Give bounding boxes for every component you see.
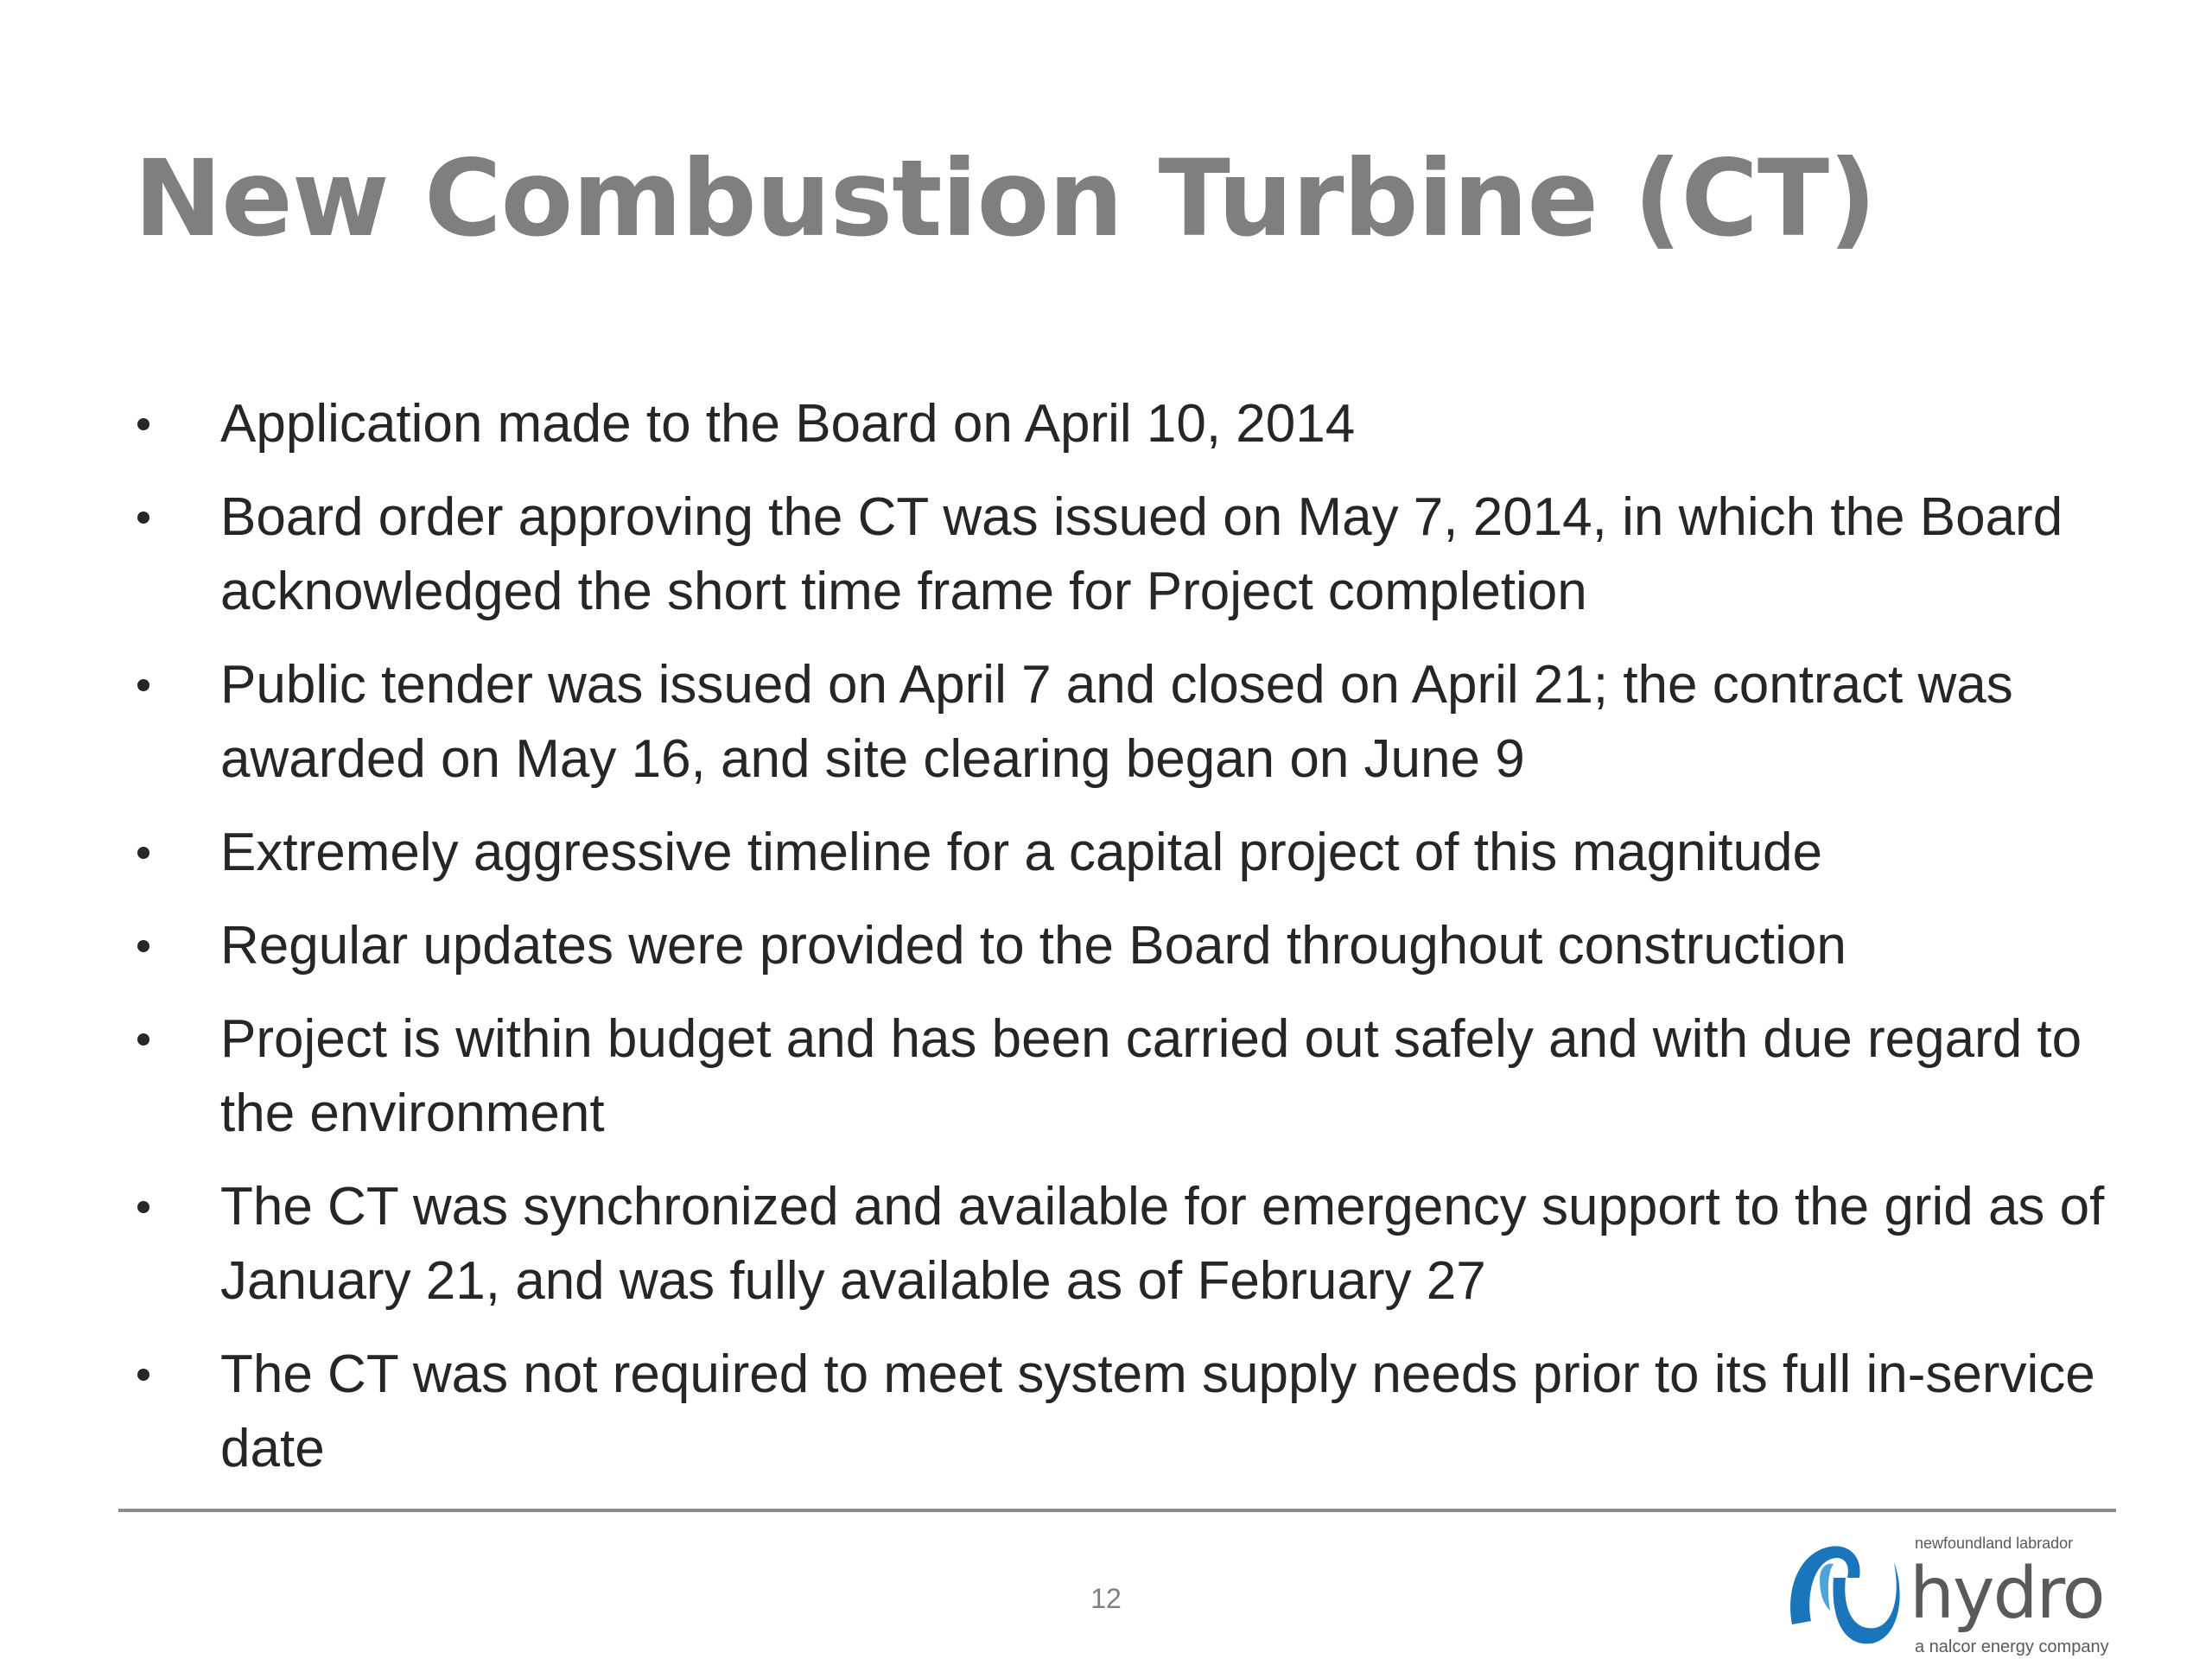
bullet-item [134, 387, 2121, 461]
bullet-dot-icon [137, 512, 149, 524]
bullet-list [134, 387, 2121, 1505]
bullet-text: The CT was synchronized and available for emergency support to the grid as of January 21, and was fully available as of February 27 [220, 1177, 2105, 1311]
slide-title: New Combustion Turbine (CT) [134, 137, 1876, 260]
footer-divider [118, 1509, 2116, 1512]
bullet-text: Extremely aggressive timeline for a capital project of this magnitude [220, 823, 1822, 882]
bullet-text: The CT was not required to meet system supply needs prior to its full in-service date [220, 1344, 2095, 1478]
bullet-dot-icon [137, 1201, 149, 1213]
bullet-item [134, 816, 2121, 890]
logo-top-text: newfoundland labrador [1915, 1535, 2074, 1552]
bullet-item [134, 648, 2121, 797]
bullet-text: Application made to the Board on April 10, 2014 [220, 394, 1356, 454]
bullet-dot-icon [137, 847, 149, 859]
hydro-logo [1785, 1528, 2126, 1659]
bullet-item [134, 1170, 2121, 1319]
bullet-item [134, 480, 2121, 629]
bullet-item [134, 1338, 2121, 1486]
bullet-text: Board order approving the CT was issued on May 7, 2014, in which the Board acknowledged the short time frame for Project completion [220, 487, 2063, 621]
bullet-dot-icon [137, 418, 149, 430]
hydro-swirl-icon [1790, 1546, 1900, 1643]
bullet-item [134, 909, 2121, 983]
logo-brand-text: hydro [1910, 1553, 2104, 1635]
bullet-item [134, 1002, 2121, 1151]
bullet-text: Regular updates were provided to the Board throughout construction [220, 916, 1847, 976]
bullet-dot-icon [137, 1369, 149, 1381]
bullet-text: Public tender was issued on April 7 and closed on April 21; the contract was awarded on May 16, and site clearing began on June 9 [220, 655, 2013, 789]
bullet-dot-icon [137, 679, 149, 691]
page-number: 12 [1090, 1583, 1122, 1614]
logo-tagline: a nalcor energy company [1915, 1637, 2109, 1656]
bullet-dot-icon [137, 940, 149, 952]
bullet-dot-icon [137, 1033, 149, 1046]
bullet-text: Project is within budget and has been carried out safely and with due regard to the environment [220, 1009, 2082, 1143]
